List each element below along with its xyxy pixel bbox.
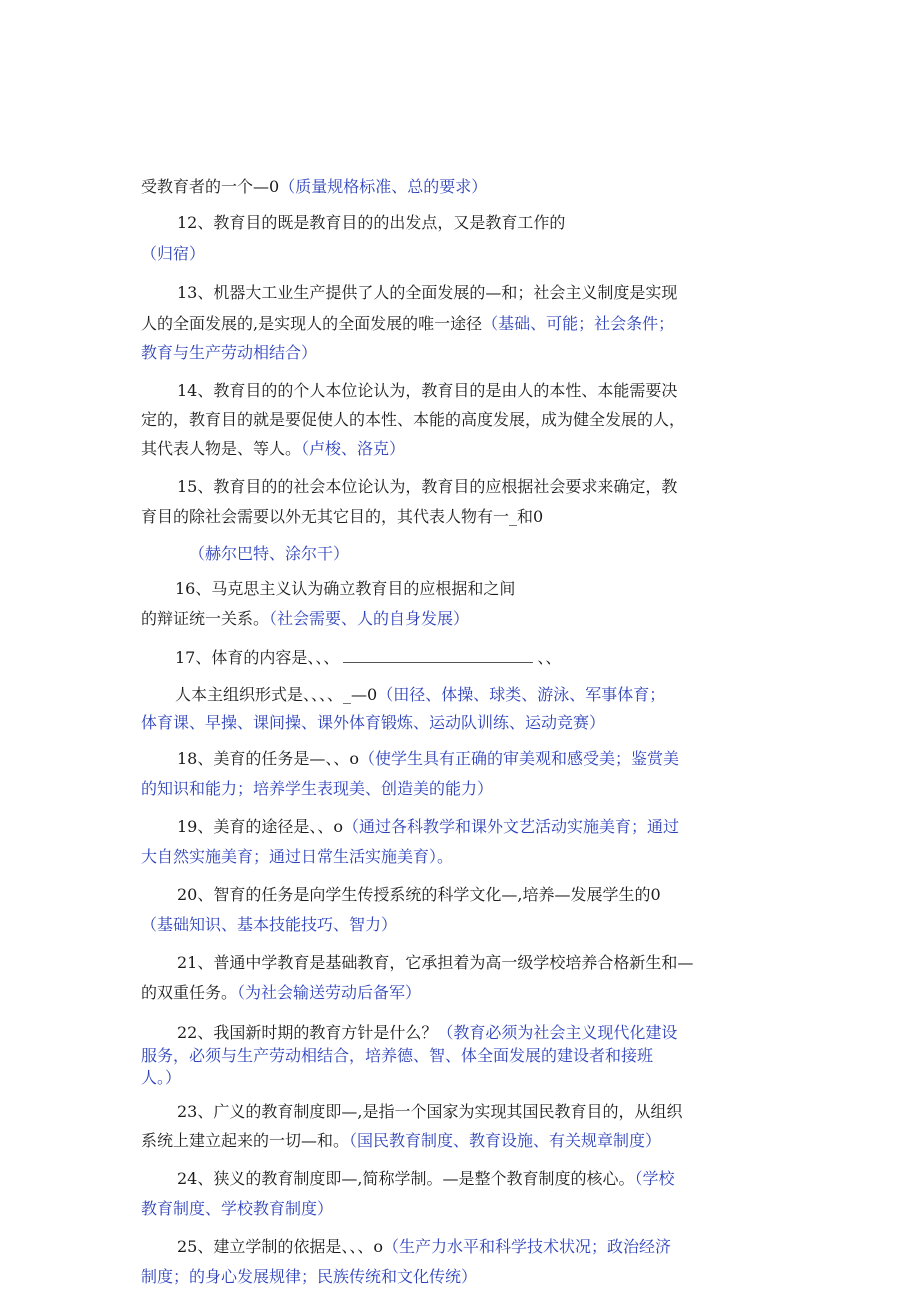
question-21-cont: 的双重任务。（为社会输送劳动后备军） <box>141 983 422 1002</box>
question-23-cont: 系统上建立起来的一切—和。（国民教育制度、教育设施、有关规章制度） <box>141 1131 662 1150</box>
question-17-cont: 人本主组织形式是、、、、_—0（田径、体操、球类、游泳、军事体育； <box>175 685 666 704</box>
question-12: 12、教育目的既是教育目的的出发点，又是教育工作的 <box>177 213 566 232</box>
answer-15: （赫尔巴特、涂尔干） <box>189 544 350 563</box>
question-23: 23、广义的教育制度即—,是指一个国家为实现其国民教育目的，从组织 <box>177 1102 683 1121</box>
question-22: 22、我国新时期的教育方针是什么？（教育必须为社会主义现代化建设 <box>177 1023 678 1042</box>
question-16-cont: 的辩证统一关系。（社会需要、人的自身发展） <box>141 609 470 628</box>
question-15-cont: 育目的除社会需要以外无其它目的，其代表人物有一_和0 <box>141 507 544 526</box>
answer-22-end: 人。） <box>141 1068 182 1087</box>
question-24: 24、狭义的教育制度即—,简称学制。—是整个教育制度的核心。（学校 <box>177 1169 675 1188</box>
answer-25-cont: 制度；的身心发展规律；民族传统和文化传统） <box>141 1267 478 1286</box>
answer-24-cont: 教育制度、学校教育制度） <box>141 1199 334 1218</box>
answer-18-cont: 的知识和能力；培养学生表现美、创造美的能力） <box>141 779 494 798</box>
question-14: 14、教育目的的个人本位论认为，教育目的是由人的本性、本能需要决 <box>177 381 678 400</box>
answer-19-cont: 大自然实施美育；通过日常生活实施美育）。 <box>141 847 454 866</box>
question-19: 19、美育的途径是、、o（通过各科教学和课外文艺活动实施美育；通过 <box>177 817 680 836</box>
question-21: 21、普通中学教育是基础教育，它承担着为高一级学校培养合格新生和— <box>177 953 694 972</box>
answer-22-cont: 服务，必须与生产劳动相结合，培养德、智、体全面发展的建设者和接班 <box>141 1046 654 1065</box>
question-14-end: 其代表人物是、等人。（卢梭、洛克） <box>141 439 406 458</box>
line-1: 受教育者的一个—0（质量规格标准、总的要求） <box>141 177 488 196</box>
answer-13-cont: 教育与生产劳动相结合） <box>141 343 318 362</box>
fill-blank-line <box>343 650 533 663</box>
answer-20: （基础知识、基本技能技巧、智力） <box>141 915 398 934</box>
question-13: 13、机器大工业生产提供了人的全面发展的—和；社会主义制度是实现 <box>177 283 678 302</box>
answer-12: （归宿） <box>141 244 206 263</box>
answer-17-cont: 体育课、早操、课间操、课外体育锻炼、运动队训练、运动竞赛） <box>141 713 606 732</box>
question-13-cont: 人的全面发展的,是实现人的全面发展的唯一途径（基础、可能；社会条件； <box>141 314 675 333</box>
question-18: 18、美育的任务是—、、o（使学生具有正确的审美观和感受美；鉴赏美 <box>177 749 680 768</box>
question-20: 20、智育的任务是向学生传授系统的科学文化—,培养—发展学生的0 <box>177 885 661 904</box>
question-25: 25、建立学制的依据是、、、o（生产力水平和科学技术状况；政治经济 <box>177 1237 672 1256</box>
question-17: 17、体育的内容是、、、 、、 <box>175 648 562 667</box>
question-14-cont: 定的，教育目的就是要促使人的本性、本能的高度发展，成为健全发展的人， <box>141 410 686 429</box>
question-16: 16、马克思主义认为确立教育目的应根据和之间 <box>175 579 516 598</box>
question-15: 15、教育目的的社会本位论认为，教育目的应根据社会要求来确定，教 <box>177 477 678 496</box>
